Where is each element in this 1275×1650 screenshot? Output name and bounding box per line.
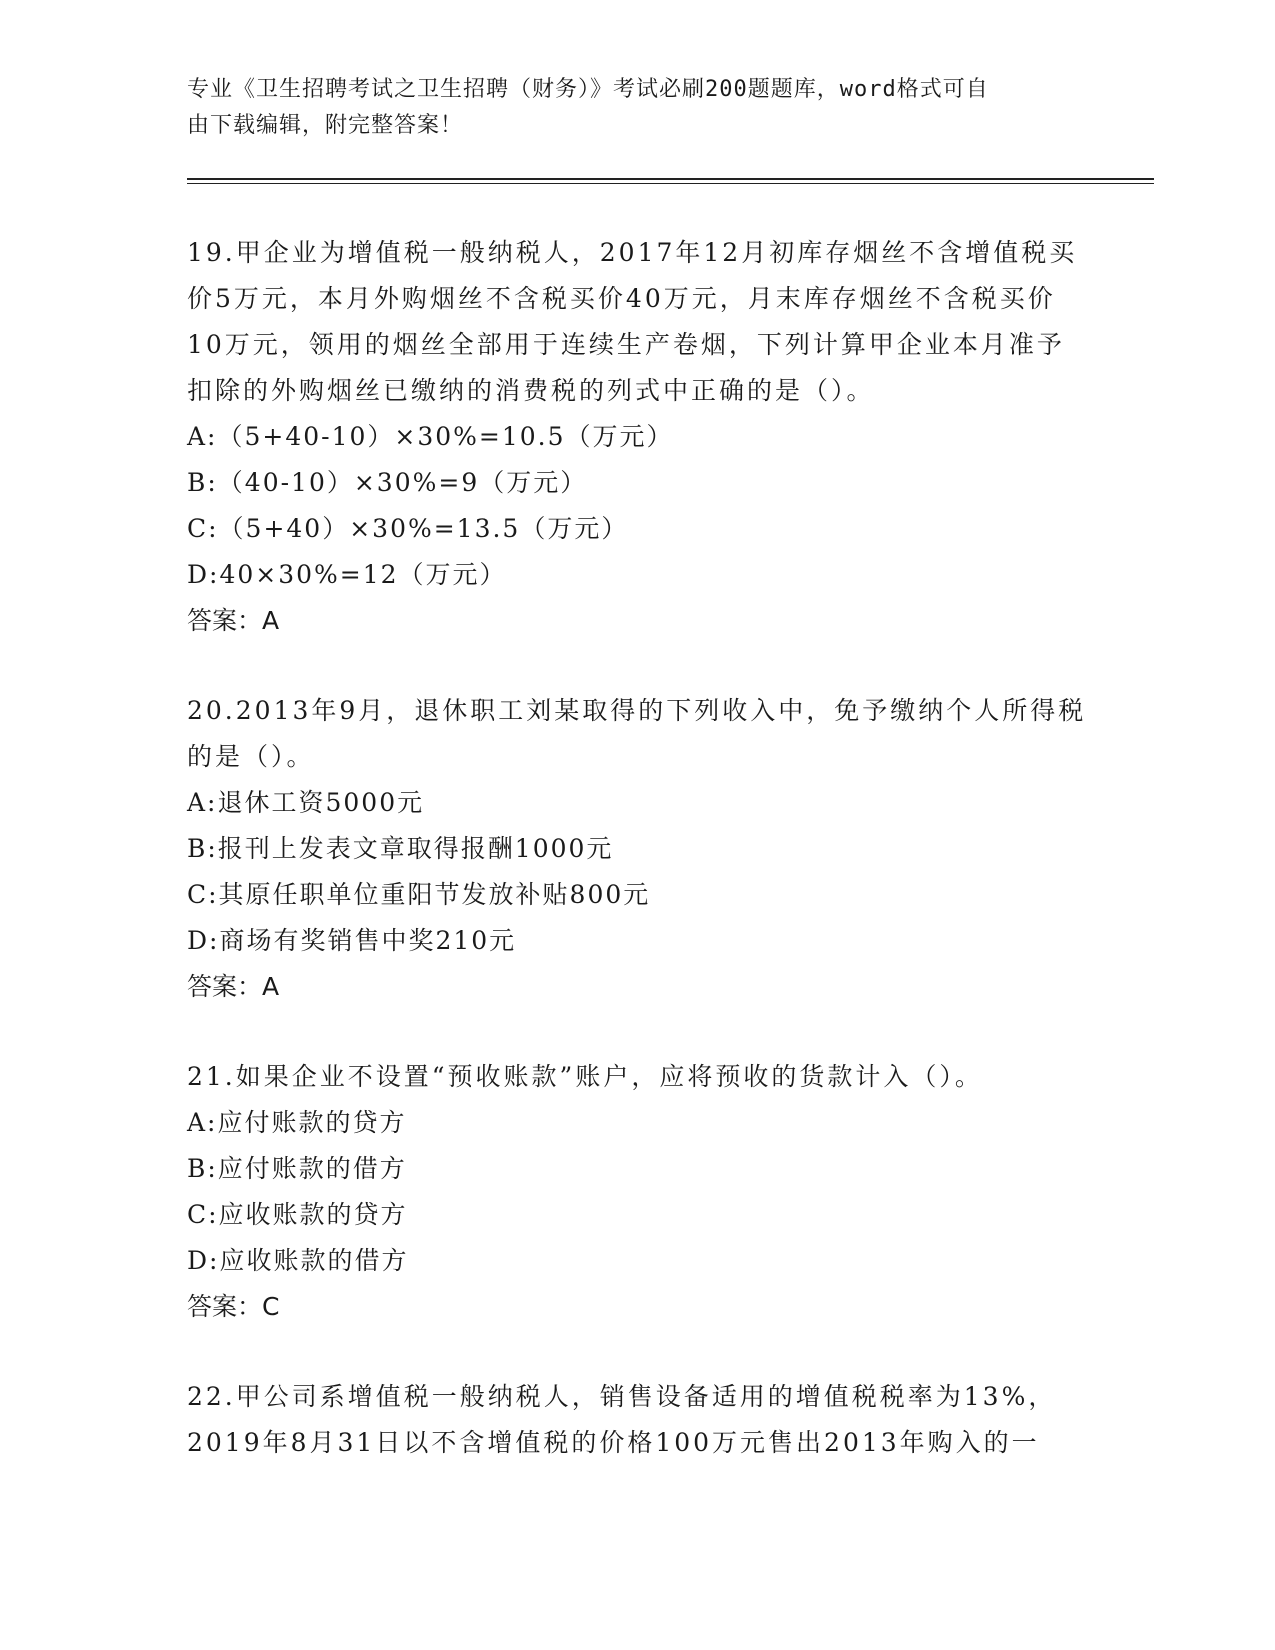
question-stem: 22.甲公司系增值税一般纳税人，销售设备适用的增值税税率为13%，2019年8月31日以不含增值税的价格100万元售出2013年购入的一 (187, 1382, 1057, 1457)
option-b: B:（40-10）×30%=9（万元） (187, 468, 588, 497)
option-a: A:退休工资5000元 (187, 788, 425, 817)
answer-line: 答案：A (187, 606, 280, 635)
header-divider-thin (187, 183, 1154, 184)
question-20 (187, 688, 1087, 1010)
option-d: D:40×30%=12（万元） (187, 560, 507, 589)
option-d: D:商场有奖销售中奖210元 (187, 926, 517, 955)
option-b: B:报刊上发表文章取得报酬1000元 (187, 834, 614, 863)
question-stem: 19.甲企业为增值税一般纳税人，2017年12月初库存烟丝不含增值税买价5万元，本月外购烟丝不含税买价40万元，月末库存烟丝不含税买价10万元，领用的烟丝全部用于连续生产卷烟，下列计算甲企业本月准予扣除的外购烟丝已缴纳的消费税的列式中正确的是（）。 (187, 238, 1078, 405)
question-list (187, 230, 1087, 1466)
header-line-1: 专业《卫生招聘考试之卫生招聘（财务）》考试必刷200题题库，word格式可自 (187, 77, 989, 102)
document-header (187, 72, 1087, 144)
answer-line: 答案：C (187, 1292, 280, 1321)
option-a: A:应付账款的贷方 (187, 1108, 407, 1137)
header-line-2: 由下载编辑，附完整答案！ (187, 113, 464, 138)
option-d: D:应收账款的借方 (187, 1246, 409, 1275)
question-stem: 21.如果企业不设置“预收账款”账户，应将预收的货款计入（）。 (187, 1062, 983, 1091)
header-divider-thick (187, 178, 1154, 180)
question-stem: 20.2013年9月，退休职工刘某取得的下列收入中，免予缴纳个人所得税的是（）。 (187, 696, 1087, 771)
option-b: B:应付账款的借方 (187, 1154, 407, 1183)
option-c: C:应收账款的贷方 (187, 1200, 408, 1229)
option-a: A:（5+40-10）×30%=10.5（万元） (187, 422, 674, 451)
answer-line: 答案：A (187, 972, 280, 1001)
question-21 (187, 1054, 1087, 1330)
question-22 (187, 1374, 1087, 1466)
option-c: C:（5+40）×30%=13.5（万元） (187, 514, 629, 543)
question-19 (187, 230, 1087, 644)
option-c: C:其原任职单位重阳节发放补贴800元 (187, 880, 651, 909)
